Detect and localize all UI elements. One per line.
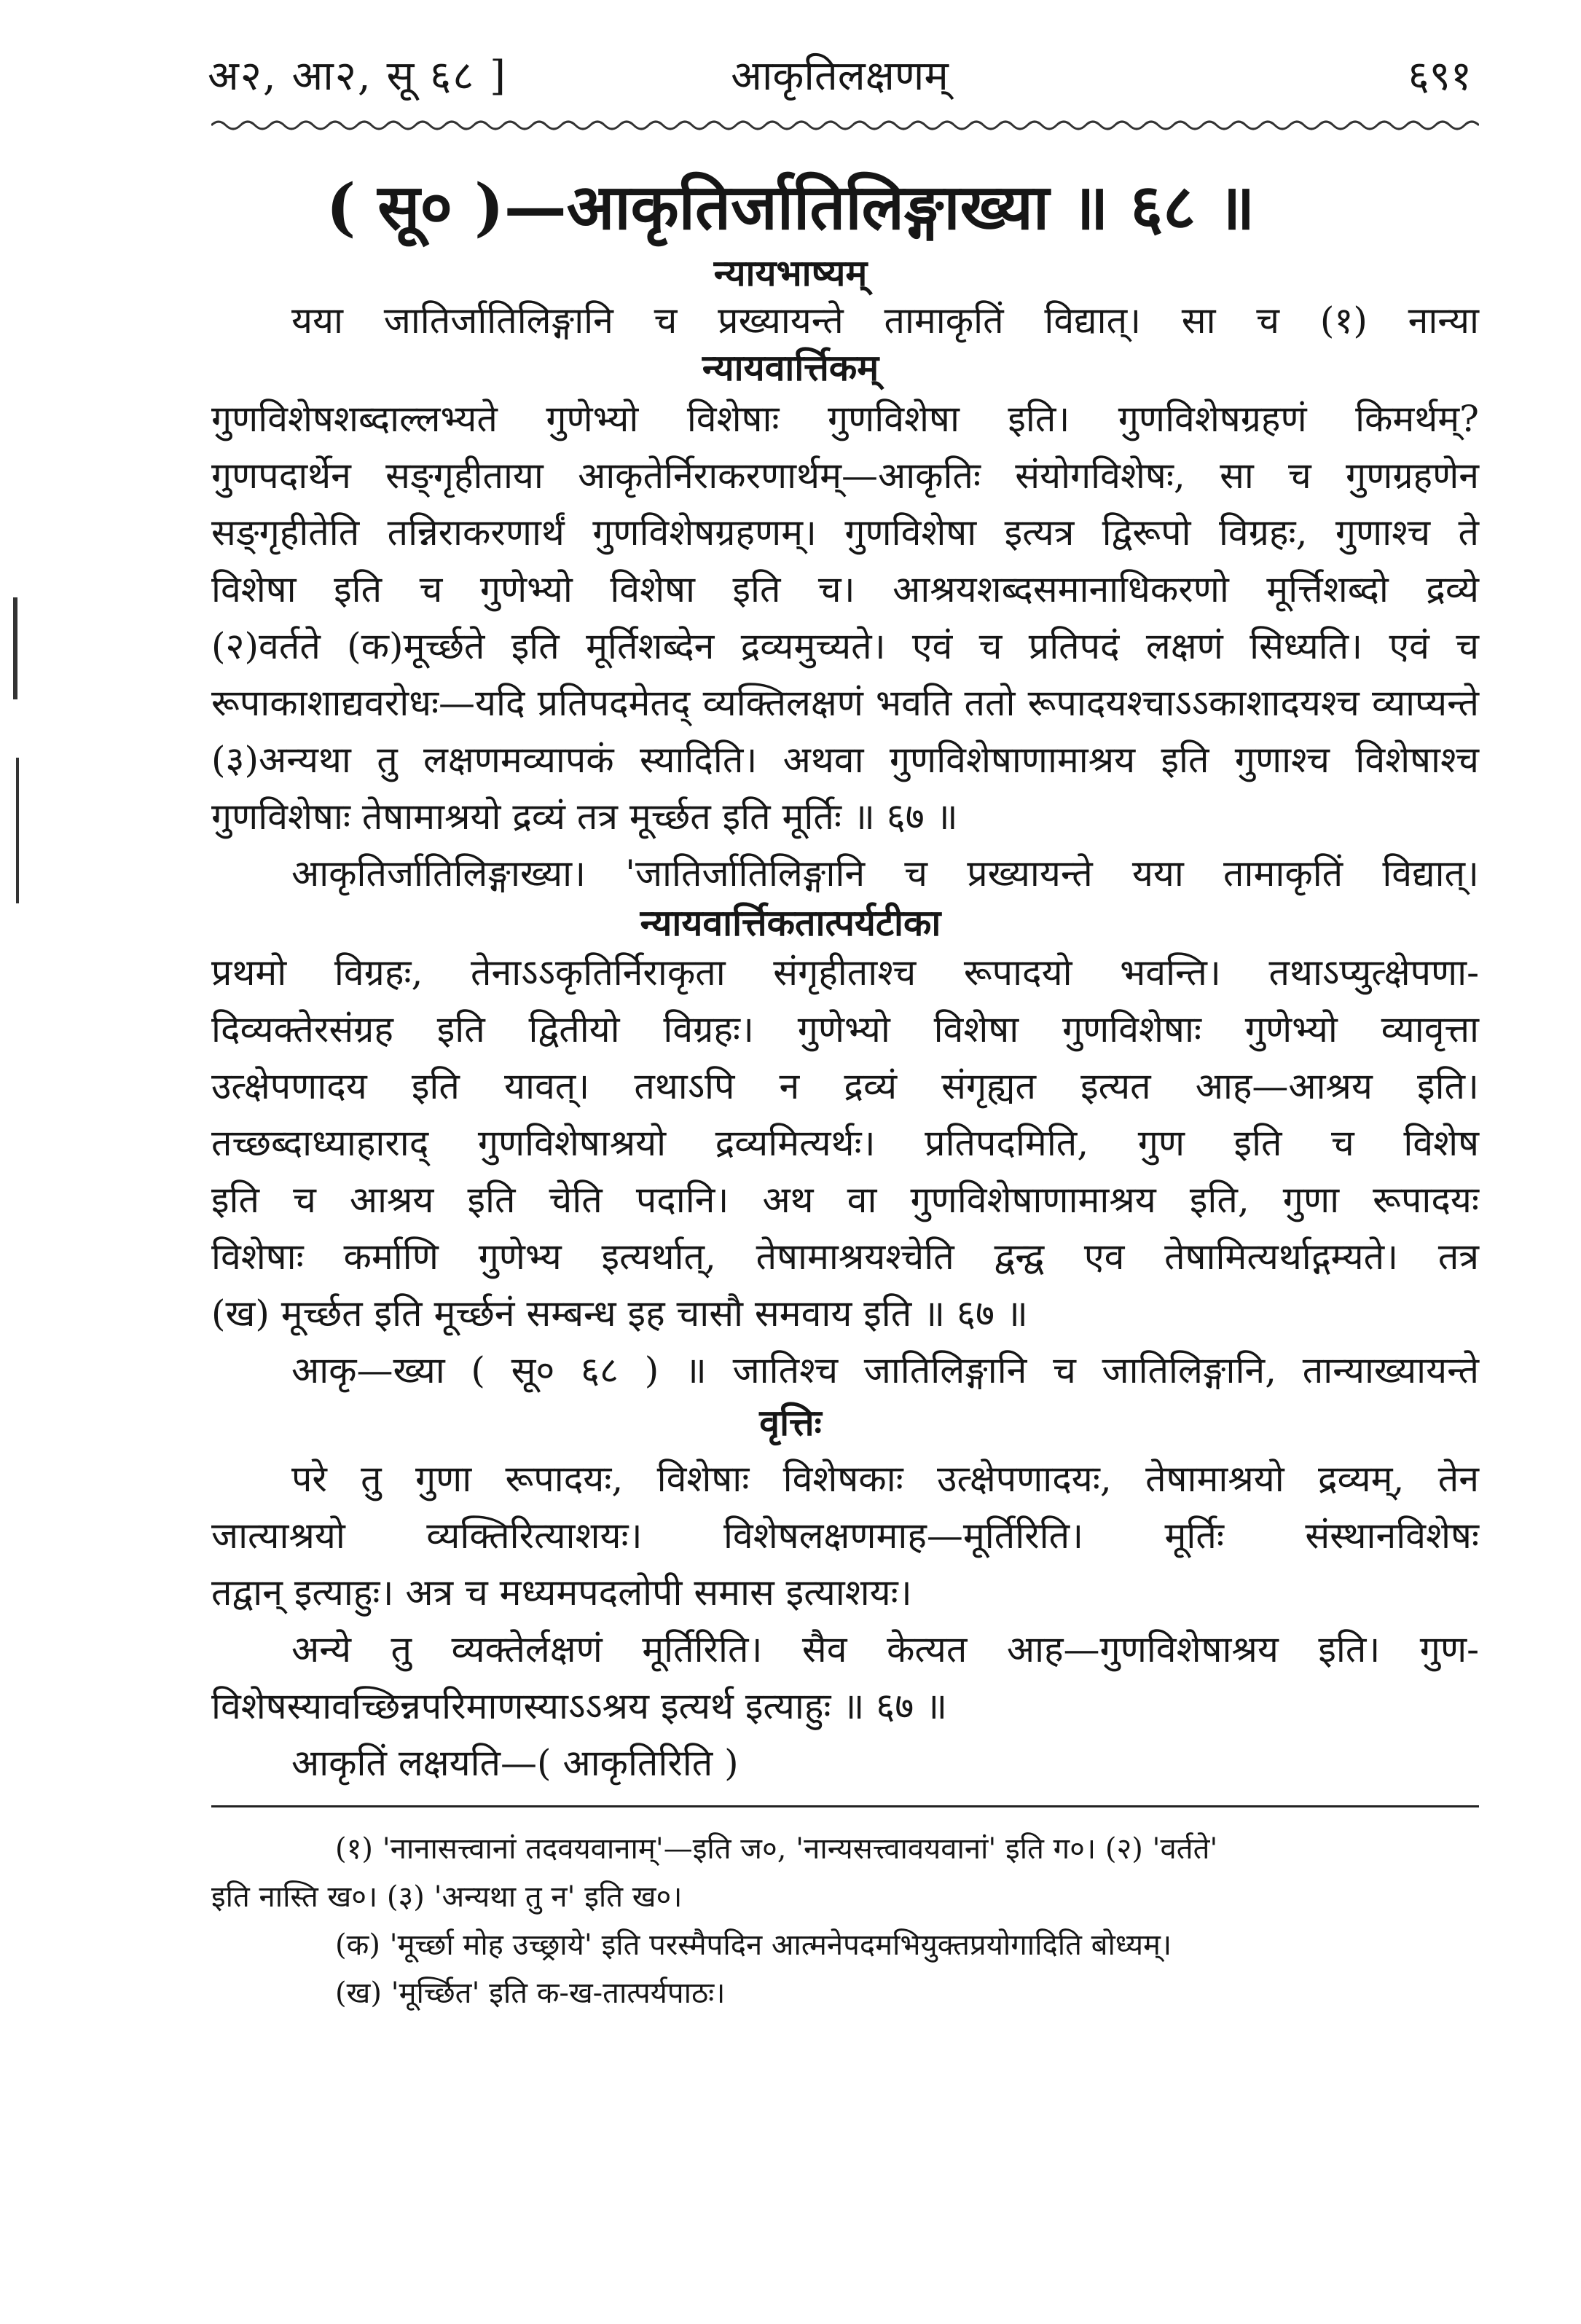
- running-head: [208, 44, 1472, 109]
- tika-line: उत्क्षेपणादय इति यावत्। तथाऽपि न द्रव्यं संगृह्यत इत्यत आह—आश्रय इति।: [211, 1065, 1479, 1107]
- running-head-reference: अ२, आ२, सू ६८ ]: [208, 52, 508, 100]
- vritti-line: अन्ये तु व्यक्तेर्लक्षणं मूर्तिरिति। सैव केत्यत आह—गुणविशेषाश्रय इति। गुण-: [291, 1628, 1479, 1671]
- footnote: (क) 'मूर्च्छा मोह उच्छ्राये' इति परस्मैपदिन आत्मनेपदमभियुक्तप्रयोगादिति बोध्यम्।: [335, 1928, 1172, 1962]
- footnote: (१) 'नानासत्त्वानां तदवयवानाम्'—इति ज०, 'नान्यसत्त्वावयवानां' इति ग०। (२) 'वर्तते': [335, 1832, 1218, 1866]
- vartika-line: आकृतिर्जातिलिङ्गाख्या। 'जातिर्जातिलिङ्गानि च प्रख्यायन्ते यया तामाकृतिं विद्यात्।: [291, 852, 1479, 895]
- vritti-line: तद्वान् इत्याहुः। अत्र च मध्यमपदलोपी समास इत्याशयः।: [211, 1571, 912, 1614]
- bhashya-line: यया जातिर्जातिलिङ्गानि च प्रख्यायन्ते तामाकृतिं विद्यात्। सा च (१) नान्या: [291, 299, 1479, 342]
- vritti-line: परे तु गुणा रूपादयः, विशेषाः विशेषकाः उत्क्षेपणादयः, तेषामाश्रयो द्रव्यम्, तेन: [291, 1458, 1479, 1500]
- vartika-line: गुणविशेषाः तेषामाश्रयो द्रव्यं तत्र मूर्च्छत इति मूर्तिः ॥ ६७ ॥: [211, 796, 958, 838]
- vartika-line: (३)अन्यथा तु लक्षणमव्यापकं स्यादिति। अथवा गुणविशेषाणामाश्रय इति गुणाश्च विशेषाश्च: [211, 739, 1479, 781]
- vartika-line: सङ्गृहीतेति तन्निराकरणार्थं गुणविशेषग्रहणम्। गुणविशेषा इत्यत्र द्विरूपो विग्रहः, गुणाश्च ते: [211, 511, 1479, 554]
- margin-mark: [16, 758, 19, 903]
- header-wavy-rule: [211, 117, 1479, 134]
- tika-line: प्रथमो विग्रहः, तेनाऽऽकृतिर्निराकृता संगृहीताश्च रूपादयो भवन्ति। तथाऽप्युत्क्षेपणा-: [211, 951, 1479, 994]
- tika-line: आकृ—ख्या ( सू० ६८ ) ॥ जातिश्च जातिलिङ्गानि च जातिलिङ्गानि, तान्याख्यायन्ते: [291, 1349, 1479, 1391]
- footnote-rule: [211, 1805, 1479, 1807]
- running-head-title: आकृतिलक्षणम्: [731, 52, 949, 100]
- tika-title: न्यायवार्त्तिकतात्पर्यटीका: [640, 901, 941, 944]
- vartika-line: गुणपदार्थेन सङ्गृहीताया आकृतेर्निराकरणार्थम्—आकृतिः संयोगविशेषः, सा च गुणग्रहणेन: [211, 455, 1479, 497]
- footnote: इति नास्ति ख०। (३) 'अन्यथा तु न' इति ख०।: [211, 1880, 683, 1914]
- tika-line: इति च आश्रय इति चेति पदानि। अथ वा गुणविशेषाणामाश्रय इति, गुणा रूपादयः: [211, 1179, 1479, 1221]
- tika-line: दिव्यक्तेरसंग्रह इति द्वितीयो विग्रहः। गुणेभ्यो विशेषा गुणविशेषाः गुणेभ्यो व्यावृत्ता: [211, 1008, 1479, 1051]
- page-number: ६९१: [1408, 52, 1472, 100]
- tika-line: (ख) मूर्च्छत इति मूर्च्छनं सम्बन्ध इह चासौ समवाय इति ॥ ६७ ॥: [211, 1292, 1028, 1335]
- vartika-title: न्यायवार्त्तिकम्: [702, 346, 879, 389]
- vritti-line: जात्याश्रयो व्यक्तिरित्याशयः। विशेषलक्षणमाह—मूर्तिरिति। मूर्तिः संस्थानविशेषः: [211, 1515, 1479, 1557]
- vartika-line: (२)वर्तते (क)मूर्च्छते इति मूर्तिशब्देन द्रव्यमुच्यते। एवं च प्रतिपदं लक्षणं सिध्यति। एवं च: [211, 625, 1479, 667]
- tika-line: तच्छब्दाध्याहाराद् गुणविशेषाश्रयो द्रव्यमित्यर्थः। प्रतिपदमिति, गुण इति च विशेष: [211, 1122, 1479, 1164]
- vritti-title: वृत्तिः: [759, 1401, 822, 1444]
- vartika-line: विशेषा इति च गुणेभ्यो विशेषा इति च। आश्रयशब्दसमानाधिकरणो मूर्त्तिशब्दो द्रव्ये: [211, 568, 1479, 611]
- vritti-line: आकृतिं लक्षयति—( आकृतिरिति ): [291, 1742, 739, 1784]
- vartika-line: रूपाकाशाद्यवरोधः—यदि प्रतिपदमेतद् व्यक्तिलक्षणं भवति ततो रूपादयश्चाऽऽकाशादयश्च व्याप्यन्ते: [211, 682, 1479, 724]
- footnote: (ख) 'मूर्च्छित' इति क-ख-तात्पर्यपाठः।: [335, 1976, 726, 2010]
- vartika-line: गुणविशेषशब्दाल्लभ्यते गुणेभ्यो विशेषाः गुणविशेषा इति। गुणविशेषग्रहणं किमर्थम्?: [211, 398, 1479, 440]
- margin-mark: [13, 597, 17, 699]
- tika-line: विशेषाः कर्माणि गुणेभ्य इत्यर्थात्, तेषामाश्रयश्चेति द्वन्द्व एव तेषामित्यर्थाद्गम्यते। तत्र: [211, 1236, 1479, 1278]
- bhashya-title: न्यायभाष्यम्: [713, 251, 868, 294]
- vritti-line: विशेषस्यावच्छिन्नपरिमाणस्याऽऽश्रय इत्यर्थ इत्याहुः ॥ ६७ ॥: [211, 1685, 948, 1727]
- sutra-heading: ( सू० )—आकृतिर्जातिलिङ्गाख्या ॥ ६८ ॥: [326, 170, 1255, 244]
